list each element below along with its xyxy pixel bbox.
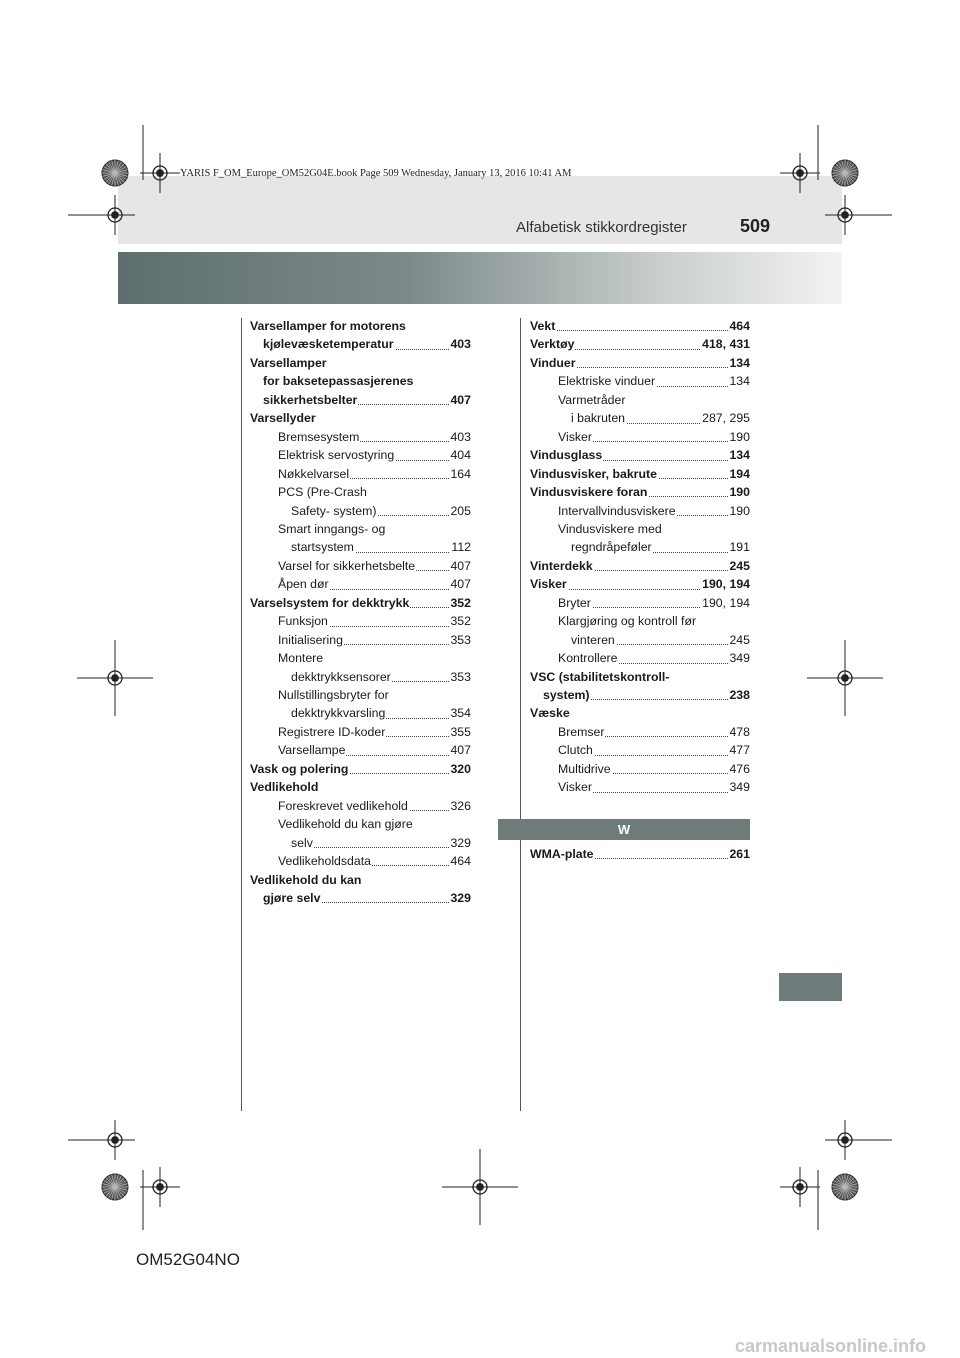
index-entry-page: 407 [449, 391, 471, 409]
index-entry-page: 190, 194 [701, 594, 750, 612]
index-entry-page: 349 [728, 649, 750, 667]
index-entry-term: regndråpeføler [571, 540, 652, 555]
crosshair-mark [780, 1167, 820, 1207]
crosshair-mark [140, 153, 180, 193]
index-entry-page: 407 [449, 575, 471, 593]
index-entry-term: Kontrollere [558, 651, 618, 666]
index-entry-term: Vinduer [530, 355, 576, 370]
index-entry-term: Væske [530, 706, 570, 721]
index-entry-page: 407 [449, 741, 471, 759]
index-entry-term: Elektrisk servostyring [278, 448, 395, 463]
book-info-line: YARIS F_OM_Europe_OM52G04E.book Page 509 Wednesday, January 13, 2016 10:41 AM [180, 168, 572, 179]
index-entry-term: Varsellyder [250, 411, 316, 426]
index-entry-term: Bremsesystem [278, 429, 360, 444]
index-entry-page: 245 [728, 557, 750, 575]
index-entry-term: Visker [558, 429, 592, 444]
index-entry-page: 355 [449, 723, 471, 741]
crosshair-mark [825, 195, 865, 235]
index-entry-page: 404 [449, 446, 471, 464]
index-entry-page: 190 [728, 483, 750, 501]
index-entry-term: Varsellamper for motorens [250, 319, 406, 333]
index-entry-term: Bryter [558, 595, 591, 610]
index-entry-page: 245 [728, 631, 750, 649]
index-entry-page: 418, 431 [701, 335, 750, 353]
crosshair-mark [825, 1120, 865, 1160]
index-entry-page: 205 [449, 502, 471, 520]
index-entry-term: dekktrykksensorer [291, 669, 391, 684]
index-entry-page: 164 [449, 465, 471, 483]
crosshair-mark [140, 1167, 180, 1207]
index-entry-term: Vedlikehold du kan gjøre [278, 817, 413, 832]
index-entry-page: 329 [449, 834, 471, 852]
index-entry-page: 190 [728, 502, 750, 520]
index-entry-term: Vinterdekk [530, 558, 593, 573]
index-entry-page: 354 [449, 704, 471, 722]
index-entry-term: Funksjon [278, 614, 328, 629]
registration-starburst-bottom-left [102, 1174, 128, 1200]
page-title: Alfabetisk stikkordregister [516, 219, 687, 236]
index-entry-term: Varsellampe [278, 743, 346, 758]
index-entry-term: dekktrykkvarsling [291, 706, 386, 721]
index-entry-term: Varselsystem for dekktrykk [250, 595, 410, 610]
index-entry-term: Vekt [530, 319, 556, 333]
index-entry-page: 134 [728, 372, 750, 390]
watermark: carmanualsonline.info [735, 1336, 927, 1356]
index-entry-term: Multidrive [558, 761, 611, 776]
index-entry-page: 476 [728, 760, 750, 778]
index-entry-term: Vask og polering [250, 761, 349, 776]
index-entry-term: WMA-plate [530, 847, 594, 861]
index-entry-page: 352 [449, 594, 471, 612]
crosshair-mark [95, 195, 135, 235]
index-entry-term: Nullstillingsbryter for [278, 688, 389, 702]
index-entry-term: Montere [278, 651, 324, 666]
index-entry-term: Visker [530, 577, 567, 592]
index-entry-term: Elektriske vinduer [558, 374, 656, 389]
index-entry-page: 403 [449, 335, 471, 353]
index-entry-page: 238 [728, 686, 750, 704]
registration-starburst-bottom-right [832, 1174, 858, 1200]
crosshair-mark [807, 640, 883, 716]
registration-starburst-top-left [102, 160, 128, 186]
crosshair-mark [95, 1120, 135, 1160]
index-entry-page: 352 [449, 612, 471, 630]
index-entry-page: 320 [449, 760, 471, 778]
index-entry-term: Safety- system) [291, 503, 377, 518]
crosshair-mark [442, 1149, 518, 1225]
index-entry-term: Intervallvindusviskere [558, 503, 676, 518]
index-entry-page: 403 [449, 428, 471, 446]
index-entry-term: Initialisering [278, 632, 343, 647]
index-entry-term: Vedlikehold du kan [250, 872, 362, 887]
index-entry-page: 134 [728, 354, 750, 372]
crosshair-mark [77, 640, 153, 716]
index-entry-term: Clutch [558, 743, 593, 758]
index-entry-page: 353 [449, 631, 471, 649]
index-entry-term: Smart inngangs- og [278, 521, 386, 536]
index-entry-term: Klargjøring og kontroll før [558, 614, 697, 629]
index-entry-page: 349 [728, 778, 750, 796]
index-entry-term: gjøre selv [263, 890, 321, 905]
index-entry-term: sikkerhetsbelter [263, 392, 358, 407]
index-entry-term: kjølevæsketemperatur [263, 337, 394, 352]
index-entry-page: 261 [728, 845, 750, 863]
index-entry-term: Vindusvisker, bakrute [530, 466, 657, 481]
index-entry-term: vinteren [571, 632, 615, 647]
index-entry-term: selv [291, 835, 313, 850]
index-entry-term: Registrere ID-koder [278, 724, 386, 739]
index-entry-page: 287, 295 [701, 409, 750, 427]
section-letter-w: W [498, 819, 750, 840]
index-entry-term: Verktøy [530, 337, 575, 352]
index-entry-page: 194 [728, 465, 750, 483]
document-code: OM52G04NO [136, 1250, 240, 1269]
index-entry-page: 190, 194 [701, 575, 750, 593]
crosshair-mark [780, 153, 820, 193]
index-entry-term: Nøkkelvarsel [278, 466, 350, 481]
index-entry-page: 464 [449, 852, 471, 870]
index-entry-page: 477 [728, 741, 750, 759]
index-entry-term: startsystem [291, 540, 354, 555]
index-entry-term: Varsel for sikkerhetsbelte [278, 558, 416, 573]
index-entry-term: i bakruten [571, 411, 626, 426]
index-entry-term: PCS (Pre-Crash [278, 485, 367, 500]
index-entry-page: 326 [449, 797, 471, 815]
registration-starburst-top-right [832, 160, 858, 186]
index-entry-page: 329 [449, 889, 471, 907]
index-entry-page: 464 [728, 317, 750, 335]
index-entry-term: Varsellamper [250, 355, 327, 370]
page-number: 509 [740, 216, 771, 236]
index-entry-term: Vindusviskere med [558, 521, 662, 536]
index-entry-term: Visker [558, 780, 592, 795]
index-entry-page: 353 [449, 668, 471, 686]
index-entry-page: 112 [450, 538, 471, 556]
index-entry-page: 407 [449, 557, 471, 575]
index-entry-term: Foreskrevet vedlikehold [278, 798, 408, 813]
index-entry-term: for baksetepassasjerenes [263, 374, 414, 389]
index-entry-term: Varmetråder [558, 392, 626, 407]
index-entry-term: Vedlikehold [250, 780, 319, 795]
index-entry-term: Bremser [558, 724, 605, 739]
index-entry-term: system) [543, 688, 590, 702]
index-entry-term: VSC (stabilitetskontroll- [530, 669, 670, 684]
index-entry-page: 191 [728, 538, 750, 556]
index-entry-page: 190 [728, 428, 750, 446]
index-entry-page: 478 [728, 723, 750, 741]
index-entry-term: Åpen dør [278, 577, 329, 592]
index-entry-page: 134 [728, 446, 750, 464]
index-entry-term: Vindusglass [530, 448, 603, 463]
index-entry-term: Vedlikeholdsdata [278, 854, 371, 869]
index-entry-term: Vindusviskere foran [530, 485, 648, 500]
